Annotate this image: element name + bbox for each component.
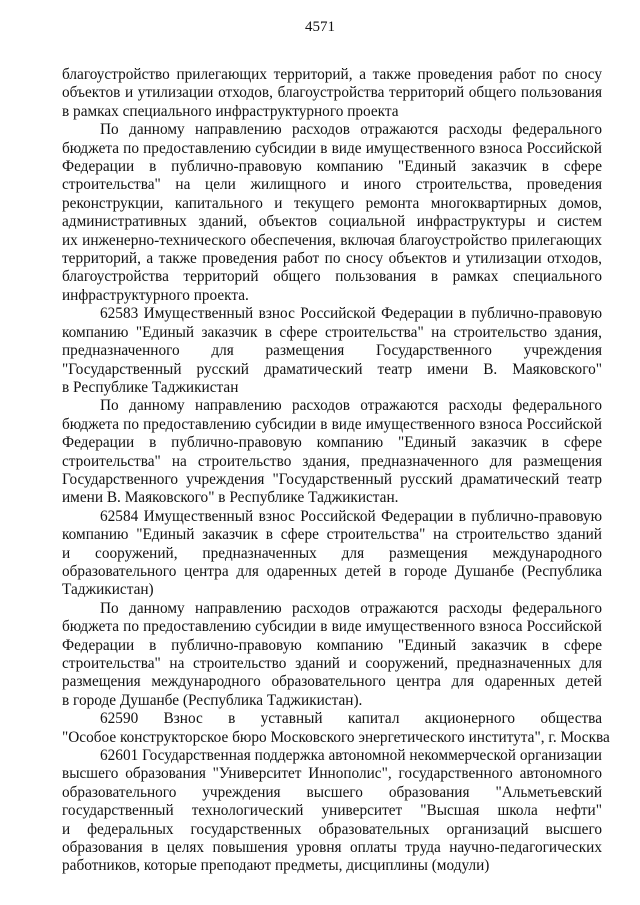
text-line: строительства" на цели жилищного и иного строительства, проведения — [62, 176, 602, 194]
text-line: компанию "Единый заказчик в сфере строительства" на строительство здания, — [62, 323, 602, 341]
text-line: 62583 Имущественный взнос Российской Федерации в публично-правовую — [100, 305, 602, 323]
page-number: 4571 — [305, 19, 335, 35]
text-line: По данному направлению расходов отражаются расходы федерального — [100, 599, 602, 617]
paragraph — [62, 600, 602, 710]
text-line: "Государственный русский драматический театр имени В. Маяковского" — [62, 360, 602, 378]
text-line: и федеральных государственных образовательных организаций высшего — [62, 820, 602, 838]
text-line: объектов и утилизации отходов, благоустройства территорий общего пользования — [62, 84, 602, 102]
text-line: Федерации в публично-правовую компанию "Единый заказчик в сфере — [62, 434, 602, 452]
text-line: предназначенного для размещения Государственного учреждения — [62, 342, 602, 360]
text-line: в Республике Таджикистан — [62, 378, 239, 396]
paragraph — [62, 305, 602, 397]
text-line: образовательного учреждения высшего образования "Альметьевский — [62, 783, 602, 801]
text-line: территорий, а также проведения работ по сносу объектов и утилизации отходов, — [62, 250, 602, 268]
text-line: "Особое конструкторское бюро Московского энергетического института", г. Москва — [62, 728, 610, 746]
text-line: Государственного учреждения "Государственный русский драматический театр — [62, 470, 602, 488]
text-line: работников, которые преподают предметы, дисциплины (модули) — [62, 857, 490, 875]
paragraph — [62, 508, 602, 600]
text-line: По данному направлению расходов отражаются расходы федерального — [100, 121, 602, 139]
paragraph — [62, 710, 610, 747]
text-line: в рамках специального инфраструктурного проекта — [62, 102, 399, 120]
text-line: бюджета по предоставлению субсидии в виде имущественного взноса Российской — [62, 139, 602, 157]
text-line: в городе Душанбе (Республика Таджикистан). — [62, 691, 363, 709]
text-line: бюджета по предоставлению субсидии в виде имущественного взноса Российской — [62, 618, 602, 636]
paragraph — [62, 397, 602, 507]
text-line: размещения международного образовательного центра для одаренных детей — [62, 673, 602, 691]
text-line: строительства" на строительство здания, предназначенного для размещения — [62, 452, 602, 470]
text-line: высшего образования "Университет Иннополис", государственного автономного — [62, 765, 602, 783]
text-line: строительства" на строительство зданий и сооружений, предназначенных для — [62, 655, 602, 672]
text-line: инфраструктурного проекта. — [62, 286, 249, 304]
text-line: компанию "Единый заказчик в сфере строительства" на строительство зданий — [62, 526, 602, 544]
text-line: имени В. Маяковского" в Республике Таджикистан. — [62, 489, 399, 507]
text-line: 62590 Взнос в уставный капитал акционерного общества — [100, 710, 602, 728]
text-line: государственный технологический университет "Высшая школа нефти" — [62, 802, 602, 820]
text-line: реконструкции, капитального и текущего ремонта многоквартирных домов, — [62, 194, 602, 212]
text-line: административных зданий, объектов социальной инфраструктуры и систем — [62, 213, 602, 231]
text-line: благоустройство прилегающих территорий, а также проведения работ по сносу — [62, 66, 602, 83]
text-line: 62584 Имущественный взнос Российской Федерации в публично-правовую — [100, 507, 602, 525]
text-line: Федерации в публично-правовую компанию "Единый заказчик в сфере — [62, 158, 602, 176]
text-line: бюджета по предоставлению субсидии в виде имущественного взноса Российской — [62, 415, 602, 433]
text-line: и сооружений, предназначенных для размещения международного — [62, 544, 602, 562]
text-line: образования в целях повышения уровня оплаты труда научно-педагогических — [62, 839, 602, 857]
text-line: Федерации в публично-правовую компанию "Единый заказчик в сфере — [62, 636, 602, 654]
text-line: 62601 Государственная поддержка автономной некоммерческой организации — [100, 747, 602, 765]
paragraph — [62, 121, 602, 305]
document-body — [62, 66, 610, 876]
paragraph — [62, 66, 602, 121]
text-line: благоустройства территорий общего пользования в рамках специального — [62, 268, 602, 286]
text-line: Таджикистан) — [62, 581, 154, 599]
paragraph — [62, 747, 602, 876]
text-line: По данному направлению расходов отражаются расходы федерального — [100, 397, 602, 415]
text-line: образовательного центра для одаренных детей в городе Душанбе (Республика — [62, 562, 602, 580]
text-line: их инженерно-технического обеспечения, включая благоустройство прилегающих — [62, 231, 602, 249]
